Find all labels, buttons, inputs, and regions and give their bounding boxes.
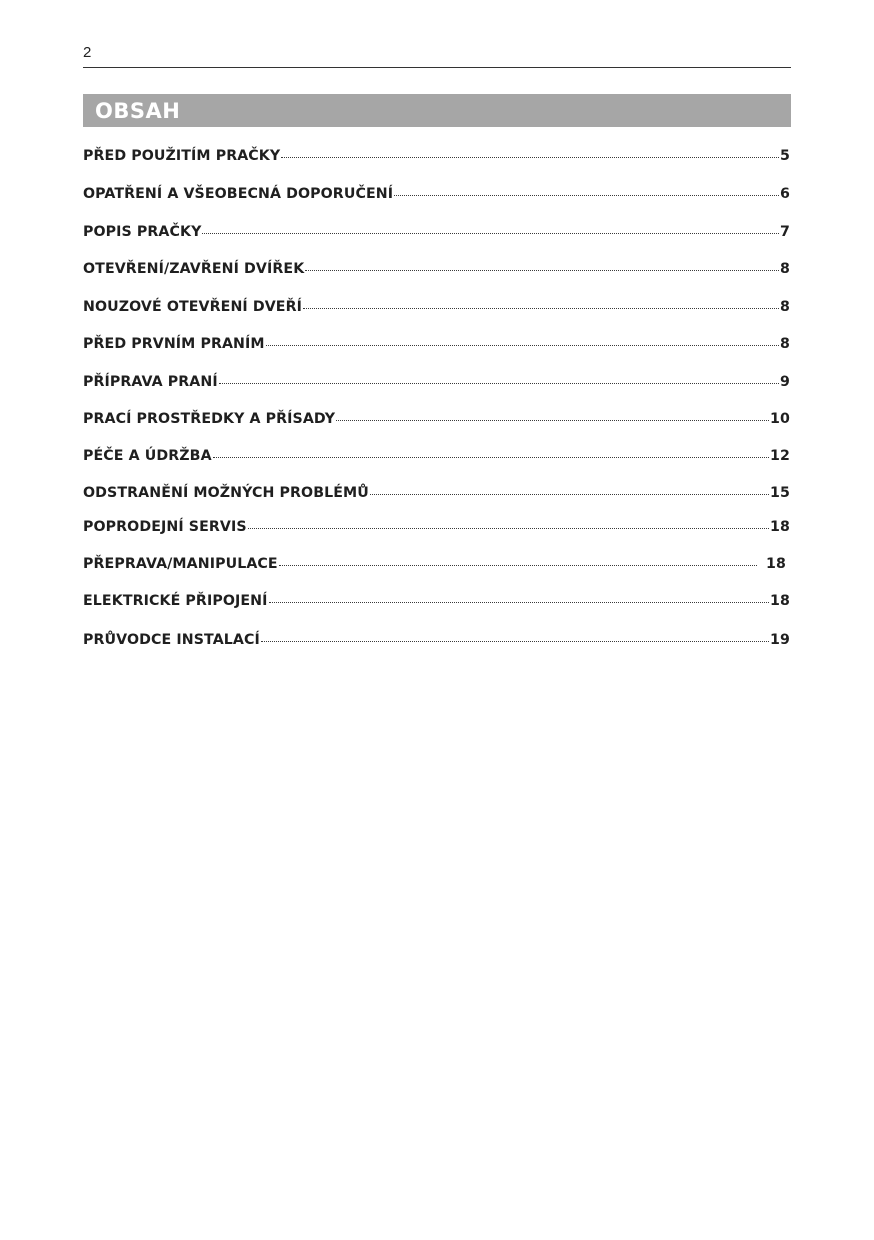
toc-entry-label: PŘED PRVNÍM PRANÍM [83,336,265,352]
toc-entry[interactable] [83,485,790,505]
toc-entry[interactable] [83,519,790,539]
section-title: OBSAH [95,98,181,123]
toc-entry-label: POPRODEJNÍ SERVIS [83,519,247,535]
toc-entry-page: 8 [780,336,790,352]
page-number: 2 [83,44,92,61]
toc-entry[interactable] [83,556,790,576]
toc-entry-page: 8 [780,261,790,277]
dot-leader [394,195,779,196]
dot-leader [213,457,769,458]
toc-entry-page: 18 [770,593,790,609]
toc-entry-page: 5 [780,148,790,164]
toc-entry-label: ELEKTRICKÉ PŘIPOJENÍ [83,593,268,609]
dot-leader [279,565,757,566]
toc-entry-label: OTEVŘENÍ/ZAVŘENÍ DVÍŘEK [83,261,305,277]
toc-entry[interactable] [83,593,790,613]
dot-leader [305,270,779,271]
toc-entry[interactable] [83,261,790,281]
toc-entry-page: 8 [780,299,790,315]
toc-entry[interactable] [83,224,790,244]
toc-entry-label: ODSTRANĚNÍ MOŽNÝCH PROBLÉMŮ [83,485,369,501]
toc-entry-label: PRACÍ PROSTŘEDKY A PŘÍSADY [83,411,336,427]
toc-entry-label: PRŮVODCE INSTALACÍ [83,632,260,648]
dot-leader [248,528,769,529]
toc-entry[interactable] [83,374,790,394]
toc-entry-label: PŘED POUŽITÍM PRAČKY [83,148,281,164]
toc-entry-page: 6 [780,186,790,202]
dot-leader [202,233,779,234]
toc-entry-page: 10 [770,411,790,427]
toc-entry[interactable] [83,411,790,431]
toc-entry[interactable] [83,186,790,206]
dot-leader [219,383,779,384]
section-title-bar [83,94,791,127]
dot-leader [281,157,779,158]
toc-entry-page: 12 [770,448,790,464]
toc-entry-label: PŘÍPRAVA PRANÍ [83,374,218,390]
toc-entry[interactable] [83,299,790,319]
toc-entry-label: NOUZOVÉ OTEVŘENÍ DVEŘÍ [83,299,303,315]
toc-entry[interactable] [83,448,790,468]
toc-entry-page: 7 [780,224,790,240]
toc-entry-label: POPIS PRAČKY [83,224,202,240]
toc-entry-label: PŘEPRAVA/MANIPULACE [83,556,278,572]
dot-leader [370,494,769,495]
header-rule [83,67,791,68]
dot-leader [336,420,769,421]
toc-entry[interactable] [83,336,790,356]
dot-leader [269,602,770,603]
toc-entry[interactable] [83,632,790,652]
toc-entry-label: OPATŘENÍ A VŠEOBECNÁ DOPORUČENÍ [83,186,394,202]
toc-entry[interactable] [83,148,790,168]
toc-entry-page: 9 [780,374,790,390]
toc-entry-page: 15 [770,485,790,501]
toc-entry-page: 18 [770,519,790,535]
toc-entry-label: PÉČE A ÚDRŽBA [83,448,212,464]
toc-entry-page: 19 [770,632,790,648]
toc-entry-page: 18 [766,556,786,572]
dot-leader [266,345,779,346]
dot-leader [261,641,769,642]
dot-leader [303,308,779,309]
